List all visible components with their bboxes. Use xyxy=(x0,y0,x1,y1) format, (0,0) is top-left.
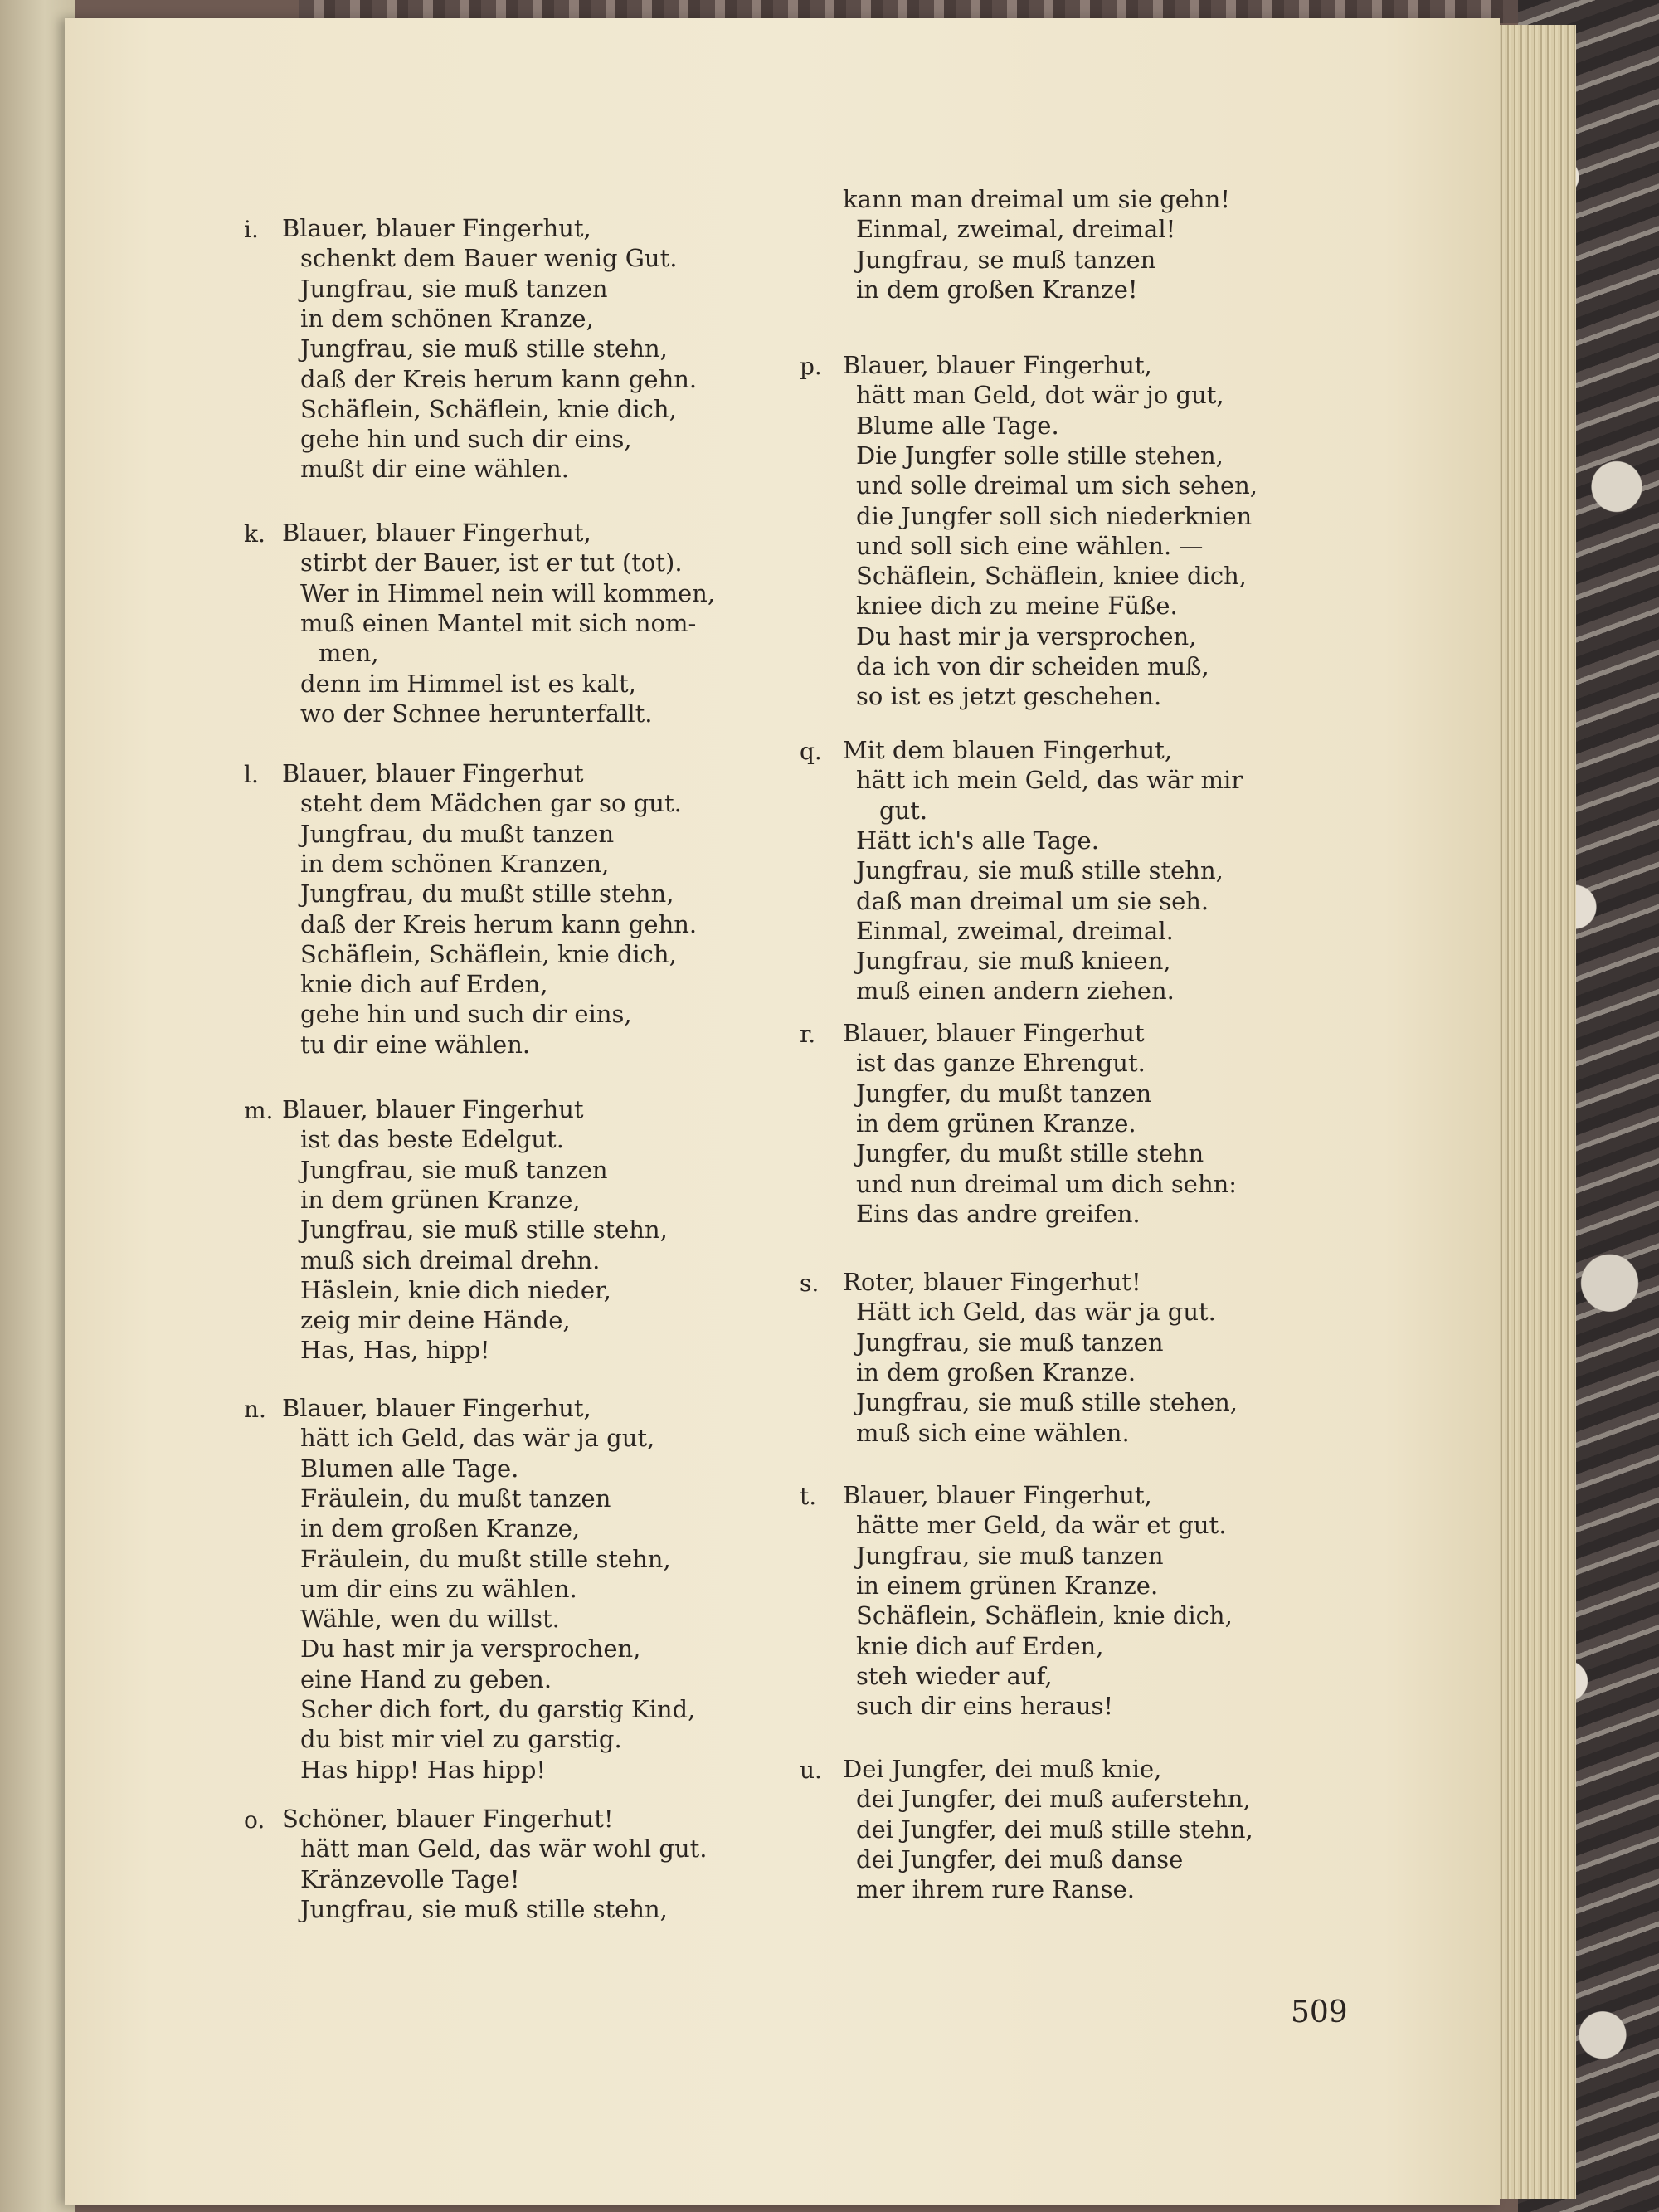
verse-line: Hätt ich Geld, das wär ja gut. xyxy=(856,1298,1216,1327)
verse-line: gehe hin und such dir eins, xyxy=(300,1000,632,1029)
verse-line: Jungfrau, sie muß stille stehn, xyxy=(300,334,668,363)
verse-line: Wer in Himmel nein will kommen, xyxy=(300,578,716,607)
verse-line: Kränzevolle Tage! xyxy=(300,1864,520,1893)
verse-line: Blauer, blauer Fingerhut xyxy=(843,1019,1145,1047)
verse-line: Jungfrau, du mußt stille stehn, xyxy=(300,879,674,909)
verse-line: Jungfer, du mußt stille stehn xyxy=(856,1139,1204,1168)
verse-line: in dem schönen Kranze, xyxy=(300,304,594,333)
verse-line: Has hipp! Has hipp! xyxy=(300,1755,547,1784)
verse-line: Hätt ich's alle Tage. xyxy=(856,826,1099,855)
stanza-label: m. xyxy=(244,1097,274,1124)
verse-line: Fräulein, du mußt stille stehn, xyxy=(300,1544,671,1573)
stanza-label: q. xyxy=(800,738,822,765)
verse-line: Fräulein, du mußt tanzen xyxy=(300,1484,611,1513)
verse-line: steht dem Mädchen gar so gut. xyxy=(300,789,682,818)
verse-line: und soll sich eine wählen. — xyxy=(856,531,1204,560)
verse-line: in dem großen Kranze! xyxy=(856,275,1138,304)
verse-line: muß einen andern ziehen. xyxy=(856,977,1175,1006)
verse-line: Schäflein, Schäflein, kniee dich, xyxy=(856,562,1247,591)
verse-line: Scher dich fort, du garstig Kind, xyxy=(300,1695,696,1723)
verse-line: Du hast mir ja versprochen, xyxy=(300,1635,641,1664)
verse-line: gut. xyxy=(879,796,928,825)
verse-line: Dei Jungfer, dei muß knie, xyxy=(843,1755,1162,1783)
verse-line: Blauer, blauer Fingerhut, xyxy=(282,519,591,547)
verse-line: Jungfrau, sie muß stille stehn, xyxy=(856,856,1224,885)
stanza-label: s. xyxy=(800,1269,820,1297)
verse-line: Eins das andre greifen. xyxy=(856,1199,1141,1228)
verse-line: hätte mer Geld, da wär et gut. xyxy=(856,1511,1227,1540)
verse-line: Einmal, zweimal, dreimal. xyxy=(856,916,1174,945)
verse-line: in dem großen Kranze. xyxy=(856,1357,1136,1386)
verse-line: du bist mir viel zu garstig. xyxy=(300,1725,622,1754)
verse-line: Schäflein, Schäflein, knie dich, xyxy=(300,939,677,968)
verse-line: in einem grünen Kranze. xyxy=(856,1571,1159,1600)
verse-line: Blume alle Tage. xyxy=(856,411,1059,440)
verse-line: muß sich eine wählen. xyxy=(856,1418,1130,1447)
verse-line: um dir eins zu wählen. xyxy=(300,1574,577,1603)
verse-line: Schäflein, Schäflein, knie dich, xyxy=(300,394,677,423)
verse-line: hätt ich mein Geld, das wär mir xyxy=(856,766,1243,795)
verse-line: da ich von dir scheiden muß, xyxy=(856,652,1209,680)
verse-line: so ist es jetzt geschehen. xyxy=(856,682,1162,711)
stanza-label: r. xyxy=(800,1021,816,1048)
verse-line: men, xyxy=(319,639,379,668)
verse-line: mer ihrem rure Ranse. xyxy=(856,1875,1135,1904)
verse-line: muß sich dreimal drehn. xyxy=(300,1245,601,1274)
verse-line: Blauer, blauer Fingerhut xyxy=(282,759,584,787)
verse-line: tu dir eine wählen. xyxy=(300,1030,531,1059)
verse-line: hätt ich Geld, das wär ja gut, xyxy=(300,1424,655,1453)
verse-line: Blauer, blauer Fingerhut, xyxy=(282,1394,591,1422)
stanza-label: l. xyxy=(244,761,259,788)
verse-line: Blauer, blauer Fingerhut, xyxy=(282,214,591,242)
stanza-label: i. xyxy=(244,216,259,243)
verse-line: Schöner, blauer Fingerhut! xyxy=(282,1805,614,1833)
verse-line: Jungfrau, sie muß tanzen xyxy=(300,1155,608,1184)
verse-line: daß der Kreis herum kann gehn. xyxy=(300,909,698,938)
verse-line: und nun dreimal um dich sehn: xyxy=(856,1169,1238,1198)
verse-line: in dem grünen Kranze. xyxy=(856,1108,1136,1138)
verse-line: hätt man Geld, dot wär jo gut, xyxy=(856,381,1224,410)
verse-line: Roter, blauer Fingerhut! xyxy=(843,1268,1141,1296)
page-number: 509 xyxy=(1291,1995,1348,2029)
verse-line: Blauer, blauer Fingerhut, xyxy=(843,1481,1152,1509)
verse-line: denn im Himmel ist es kalt, xyxy=(300,669,636,698)
verse-line: knie dich auf Erden, xyxy=(300,970,548,999)
verse-line: Jungfrau, sie muß tanzen xyxy=(856,1328,1164,1357)
verse-line: Mit dem blauen Fingerhut, xyxy=(843,736,1173,764)
verse-line: ist das ganze Ehrengut. xyxy=(856,1049,1146,1078)
verse-line: in dem großen Kranze, xyxy=(300,1514,581,1543)
verse-line: Jungfrau, du mußt tanzen xyxy=(300,819,615,848)
verse-line: Häslein, knie dich nieder, xyxy=(300,1275,611,1304)
verse-line: Schäflein, Schäflein, knie dich, xyxy=(856,1601,1233,1630)
verse-line: Jungfrau, sie muß stille stehen, xyxy=(856,1388,1238,1417)
verse-line: Wähle, wen du willst. xyxy=(300,1605,560,1634)
verse-line: wo der Schnee herunterfallt. xyxy=(300,699,653,728)
verse-line: gehe hin und such dir eins, xyxy=(300,425,632,454)
verse-line: such dir eins heraus! xyxy=(856,1692,1114,1721)
verse-line: Jungfrau, sie muß knieen, xyxy=(856,947,1171,976)
verse-line: Einmal, zweimal, dreimal! xyxy=(856,215,1176,244)
verse-line: ist das beste Edelgut. xyxy=(300,1125,564,1154)
verse-line: steh wieder auf, xyxy=(856,1661,1053,1690)
stanza-label: u. xyxy=(800,1756,822,1784)
book-page xyxy=(65,18,1500,2205)
verse-line: Jungfrau, sie muß tanzen xyxy=(856,1541,1164,1570)
verse-line: Jungfer, du mußt tanzen xyxy=(856,1079,1152,1108)
verse-line: die Jungfer soll sich niederknien xyxy=(856,501,1253,530)
verse-line: eine Hand zu geben. xyxy=(300,1664,552,1693)
verse-line: muß einen Mantel mit sich nom- xyxy=(300,608,697,637)
verse-line: Blauer, blauer Fingerhut, xyxy=(843,351,1152,379)
verse-line: schenkt dem Bauer wenig Gut. xyxy=(300,244,678,273)
verse-line: Jungfrau, sie muß stille stehn, xyxy=(300,1216,668,1245)
stanza-label: k. xyxy=(244,520,265,548)
verse-line: Jungfrau, sie muß stille stehn, xyxy=(300,1894,668,1923)
verse-line: zeig mir deine Hände, xyxy=(300,1306,571,1335)
verse-line: knie dich auf Erden, xyxy=(856,1631,1104,1660)
verse-line: Jungfrau, se muß tanzen xyxy=(856,245,1156,274)
verse-line: stirbt der Bauer, ist er tut (tot). xyxy=(300,548,683,577)
verse-line: in dem schönen Kranzen, xyxy=(300,849,610,878)
verse-line: daß man dreimal um sie seh. xyxy=(856,886,1209,915)
verse-line: Du hast mir ja versprochen, xyxy=(856,621,1197,650)
verse-line: dei Jungfer, dei muß stille stehn, xyxy=(856,1815,1253,1844)
stanza-label: n. xyxy=(244,1396,266,1423)
stanza-label: o. xyxy=(244,1806,265,1834)
verse-line: dei Jungfer, dei muß danse xyxy=(856,1844,1184,1873)
verse-line: und solle dreimal um sich sehen, xyxy=(856,471,1258,500)
verse-line: in dem grünen Kranze, xyxy=(300,1185,581,1214)
verse-line: kann man dreimal um sie gehn! xyxy=(843,185,1230,213)
verse-line: daß der Kreis herum kann gehn. xyxy=(300,364,698,393)
verse-line: mußt dir eine wählen. xyxy=(300,455,569,484)
verse-line: Has, Has, hipp! xyxy=(300,1336,490,1365)
verse-line: Blumen alle Tage. xyxy=(300,1454,519,1483)
verse-line: Die Jungfer solle stille stehen, xyxy=(856,441,1224,470)
verse-line: hätt man Geld, das wär wohl gut. xyxy=(300,1834,708,1864)
stanza-label: p. xyxy=(800,353,822,380)
verse-line: dei Jungfer, dei muß auferstehn, xyxy=(856,1785,1251,1814)
stanza-label: t. xyxy=(800,1483,817,1510)
book-cover-left xyxy=(0,0,75,2212)
verse-line: kniee dich zu meine Füße. xyxy=(856,592,1178,621)
verse-line: Blauer, blauer Fingerhut xyxy=(282,1095,584,1123)
verse-line: Jungfrau, sie muß tanzen xyxy=(300,274,608,303)
